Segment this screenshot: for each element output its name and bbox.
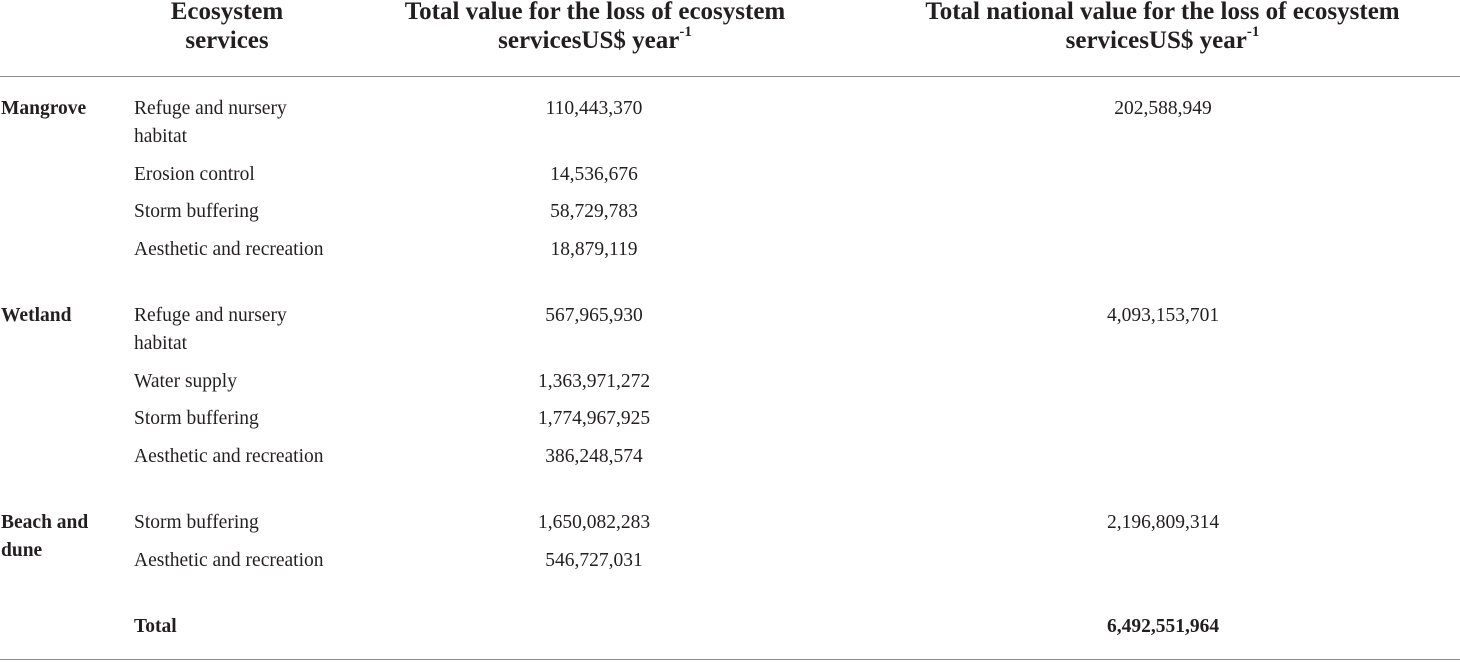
group-label: Beach and dune: [1, 512, 89, 561]
value-cell: 58,729,783: [550, 201, 638, 222]
national-value-cell: 202,588,949: [1114, 98, 1212, 119]
header-ecosystem-services: [142, 0, 312, 55]
value-cell: 18,879,119: [550, 239, 638, 260]
service-label: Aesthetic and recreation: [134, 239, 324, 260]
value-cell: 14,536,676: [550, 164, 638, 185]
service-label: Water supply: [134, 371, 237, 392]
header-ecosystem-services-text: Ecosystem services: [170, 0, 284, 54]
service-label: Refuge and nursery habitat: [134, 98, 287, 147]
group-label: Wetland: [1, 305, 72, 326]
value-cell: 567,965,930: [545, 305, 643, 326]
service-label: Aesthetic and recreation: [134, 446, 324, 467]
value-cell: 1,363,971,272: [537, 371, 651, 392]
header-total-value-text: Total value for the loss of ecosystem servicesUS$ year: [404, 0, 786, 54]
value-cell: 546,727,031: [545, 550, 643, 571]
value-cell: 1,774,967,925: [537, 408, 651, 429]
bottom-rule: [0, 659, 1460, 660]
service-label: Refuge and nursery habitat: [134, 305, 287, 354]
value-cell: 110,443,370: [545, 98, 643, 119]
total-national-value-cell: 6,492,551,964: [1106, 616, 1220, 637]
header-total-value-sup: -1: [679, 23, 692, 40]
header-national-value-text: Total national value for the loss of ecosystem servicesUS$ year: [925, 0, 1400, 54]
service-label: Storm buffering: [134, 408, 259, 429]
header-national-value-sup: -1: [1246, 23, 1260, 40]
service-label: Erosion control: [134, 164, 255, 185]
service-label: Aesthetic and recreation: [134, 550, 324, 571]
header-total-value: [355, 0, 835, 55]
group-label: Mangrove: [1, 98, 87, 119]
service-label: Storm buffering: [134, 201, 259, 222]
value-cell: 386,248,574: [545, 446, 643, 467]
value-cell: 1,650,082,283: [537, 512, 651, 533]
national-value-cell: 4,093,153,701: [1106, 305, 1220, 326]
header-national-value: [880, 0, 1445, 55]
service-label: Storm buffering: [134, 512, 259, 533]
total-label: Total: [134, 616, 177, 637]
table-header: [0, 0, 1460, 77]
national-value-cell: 2,196,809,314: [1106, 512, 1220, 533]
